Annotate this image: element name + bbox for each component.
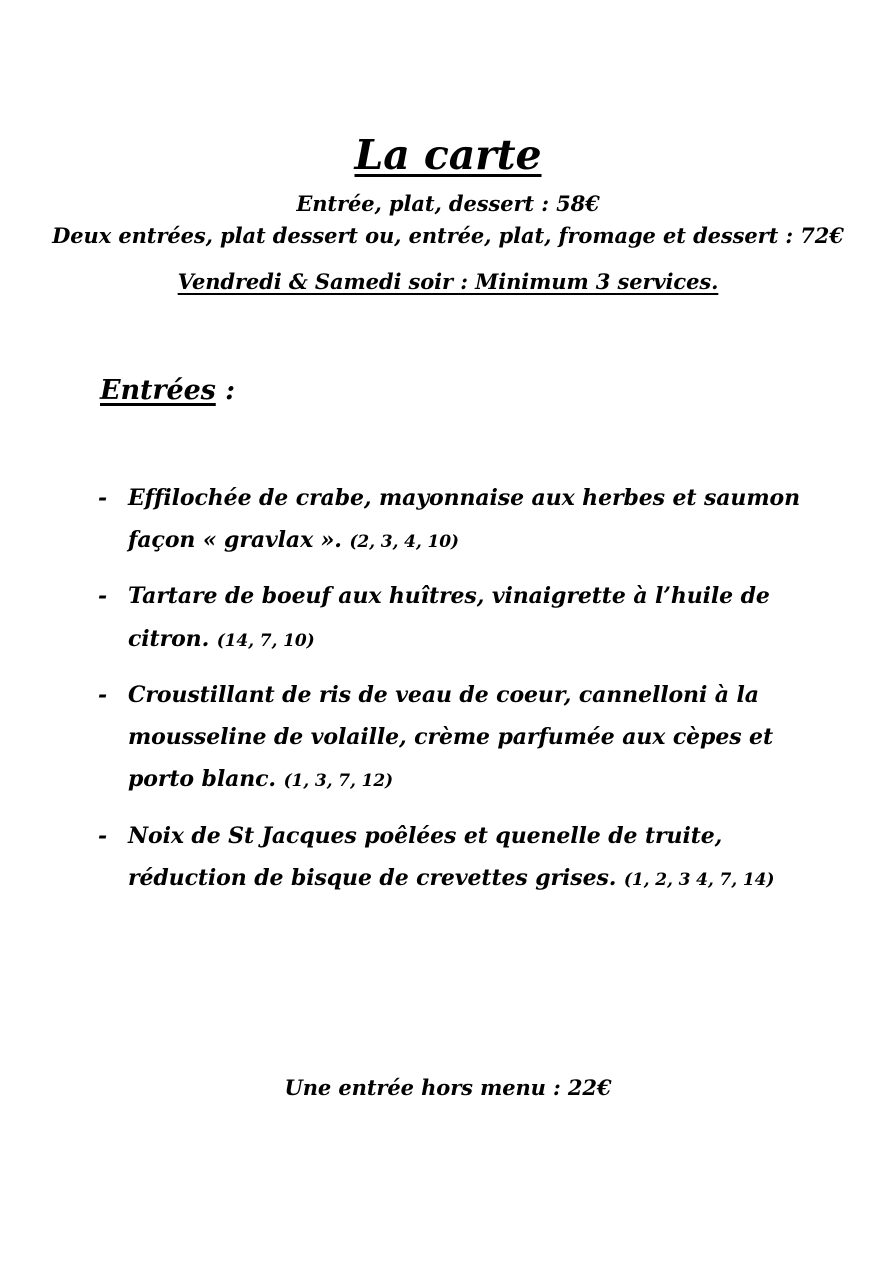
dish-name: Tartare de boeuf aux huîtres, vinaigrette à l’huile de citron. — [128, 583, 770, 652]
list-item — [98, 674, 804, 801]
list-item-marker: - — [98, 681, 108, 708]
dish-name: Noix de St Jacques poêlées et quenelle de truite, réduction de bisque de crevettes grises. — [128, 822, 723, 891]
list-item-body — [128, 575, 804, 659]
dish-name: Croustillant de ris de veau de coeur, cannelloni à la mousseline de volaille, crème parfumée aux cèpes et porto blanc. — [128, 681, 774, 793]
formula-line-1: Entrée, plat, dessert : 58€ — [296, 191, 600, 216]
formula-block — [0, 188, 896, 252]
list-item-body — [128, 674, 804, 801]
dish-allergens: (1, 2, 3 4, 7, 14) — [623, 869, 775, 890]
section-heading-colon: : — [215, 375, 235, 406]
section-heading-label: Entrées — [100, 375, 216, 406]
list-item-marker: - — [98, 583, 108, 610]
section-heading-entrees — [100, 375, 235, 407]
list-item-marker: - — [98, 485, 108, 511]
list-item — [98, 477, 804, 561]
list-item-body — [128, 815, 804, 899]
dish-list — [98, 477, 804, 913]
dish-allergens: (14, 7, 10) — [216, 630, 315, 651]
dish-allergens: (1, 3, 7, 12) — [283, 771, 394, 792]
footer-note: Une entrée hors menu : 22€ — [284, 1075, 612, 1100]
services-note — [0, 268, 896, 295]
formula-line-2: Deux entrées, plat dessert ou, entrée, plat, fromage et dessert : 72€ — [52, 222, 844, 248]
dish-name: Effilochée de crabe, mayonnaise aux herbes et saumon façon « gravlax ». — [128, 485, 800, 554]
services-note-text: Vendredi & Samedi soir : Minimum 3 services. — [177, 269, 719, 294]
list-item — [98, 815, 804, 899]
dish-allergens: (2, 3, 4, 10) — [349, 532, 459, 553]
page-title-text: La carte — [354, 131, 542, 180]
list-item-marker: - — [98, 822, 108, 849]
page-title — [0, 131, 896, 180]
list-item-body — [128, 477, 804, 561]
list-item — [98, 575, 804, 659]
